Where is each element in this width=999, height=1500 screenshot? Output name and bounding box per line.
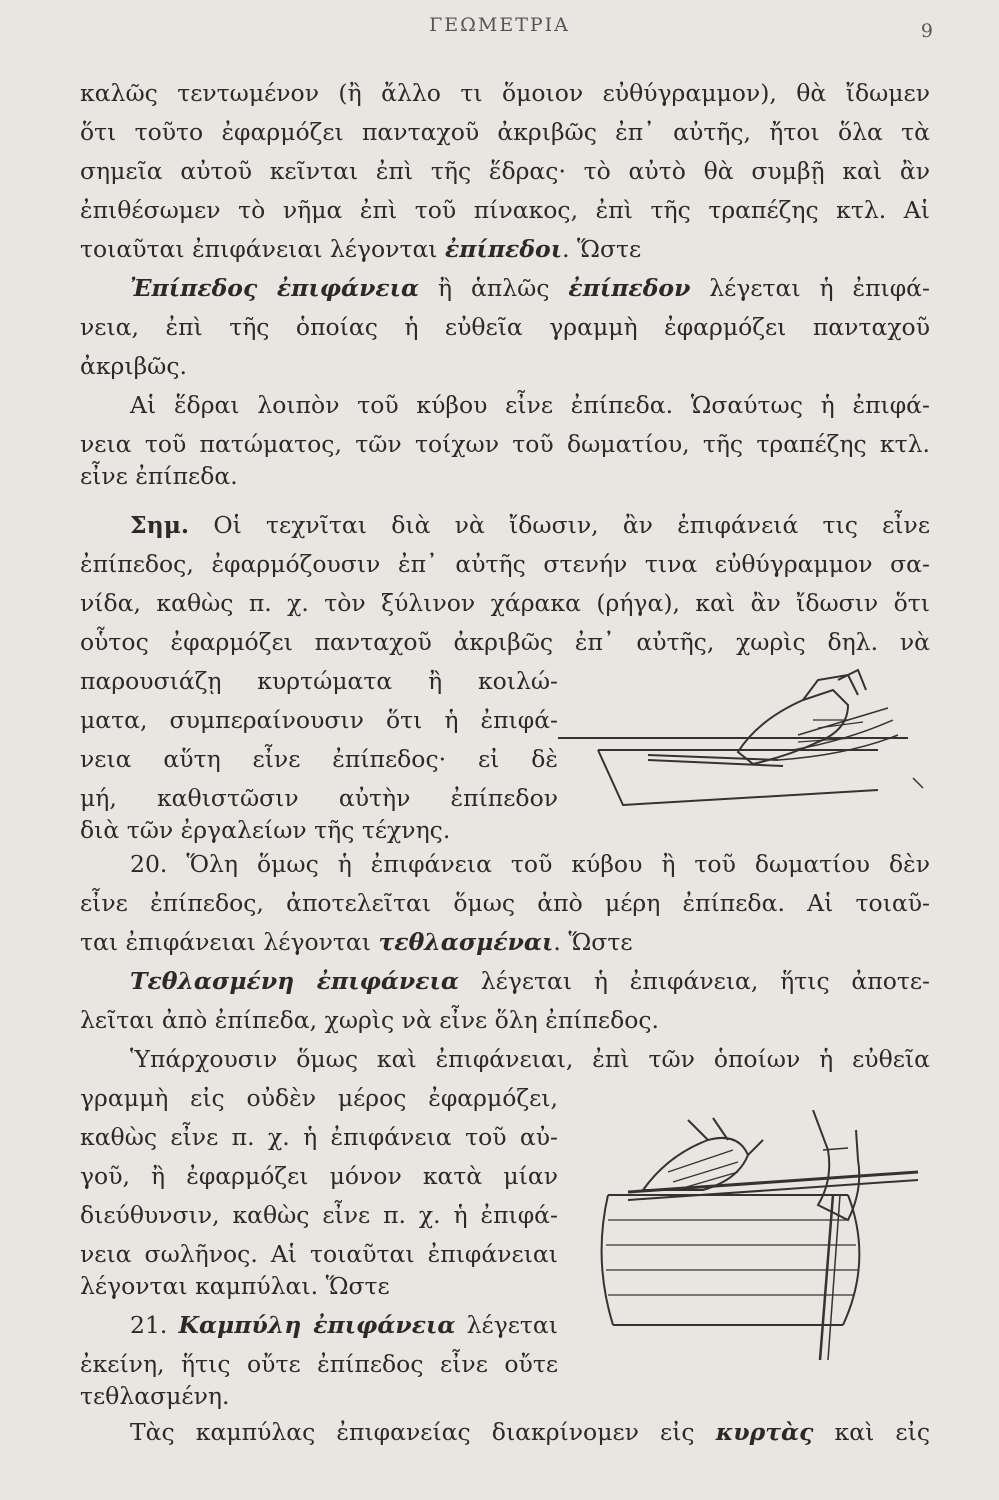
text-line: διεύθυνσιν, καθὼς εἶνε π. χ. ἡ ἐπιφά- <box>80 1201 558 1229</box>
term-kampyli-epifaneia: Καμπύλη ἐπιφάνεια <box>178 1311 456 1339</box>
text-line: γοῦ, ἢ ἐφαρμόζει μόνον κατὰ μίαν <box>80 1162 558 1190</box>
term-epipedos-epifaneia: Ἐπίπεδος ἐπιφάνεια <box>130 274 420 302</box>
term-tethlasmeni-epifaneia: Τεθλασμένη ἐπιφάνεια <box>130 967 459 995</box>
text-line: νεια αὕτη εἶνε ἐπίπεδος· εἰ δὲ <box>80 745 558 773</box>
text-line: νεια τοῦ πατώματος, τῶν τοίχων τοῦ δωματίου, τῆς τραπέζης κτλ. <box>80 430 930 458</box>
note-line: Σημ. Οἱ τεχνῖται διὰ νὰ ἴδωσιν, ἂν ἐπιφάνειά τις εἶνε <box>130 511 930 539</box>
section-20-line: 20. Ὅλη ὅμως ἡ ἐπιφάνεια τοῦ κύβου ἢ τοῦ δωματίου δὲν <box>130 850 930 878</box>
text-line: τοιαῦται ἐπιφάνειαι λέγονται ἐπίπεδοι. Ὥστε <box>80 235 642 263</box>
text-line: νεια σωλῆνος. Αἱ τοιαῦται ἐπιφάνειαι <box>80 1240 558 1268</box>
term-kyrtas: κυρτὰς <box>715 1418 814 1446</box>
text-line: καθὼς εἶνε π. χ. ἡ ἐπιφάνεια τοῦ αὐ- <box>80 1123 558 1151</box>
text-line: ἀκριβῶς. <box>80 352 187 380</box>
text-line: ἐπίπεδος, ἐφαρμόζουσιν ἐπ᾽ αὐτῆς στενήν τινα εὐθύγραμμον σα- <box>80 550 930 578</box>
text-line: τεθλασμένη. <box>80 1382 230 1410</box>
text-line: ὅτι τοῦτο ἐφαρμόζει πανταχοῦ ἀκριβῶς ἐπ᾽ αὐτῆς, ἤτοι ὅλα τὰ <box>80 118 930 146</box>
text-line: γραμμὴ εἰς οὐδὲν μέρος ἐφαρμόζει, <box>80 1084 558 1112</box>
text-line: μή, καθιστῶσιν αὐτὴν ἐπίπεδον <box>80 784 558 812</box>
page-number: 9 <box>920 20 933 42</box>
figure-ruler-on-plane <box>548 660 928 815</box>
term-epipedoi: ἐπίπεδοι <box>445 235 563 263</box>
running-title: ΓΕΩΜΕΤΡΙΑ <box>429 14 570 36</box>
page-header <box>0 14 999 44</box>
text-line: νεια, ἐπὶ τῆς ὁποίας ἡ εὐθεῖα γραμμὴ ἐφαρμόζει πανταχοῦ <box>80 313 930 341</box>
text-line: λεῖται ἀπὸ ἐπίπεδα, χωρὶς νὰ εἶνε ὅλη ἐπίπεδος. <box>80 1006 660 1034</box>
text-line: νίδα, καθὼς π. χ. τὸν ξύλινον χάρακα (ρήγα), καὶ ἂν ἴδωσιν ὅτι <box>80 589 930 617</box>
text-line: ται ἐπιφάνειαι λέγονται τεθλασμέναι. Ὥστε <box>80 928 633 956</box>
definition-line: Τεθλασμένη ἐπιφάνεια λέγεται ἡ ἐπιφάνεια, ἥτις ἀποτε- <box>130 967 930 995</box>
text-line: παρουσιάζῃ κυρτώματα ἢ κοιλώ- <box>80 667 558 695</box>
text-line: καλῶς τεντωμένον (ἢ ἄλλο τι ὅμοιον εὐθύγραμμον), θὰ ἴδωμεν <box>80 79 930 107</box>
definition-line: Ἐπίπεδος ἐπιφάνεια ἢ ἁπλῶς ἐπίπεδον λέγεται ἡ ἐπιφά- <box>130 274 930 302</box>
figure-ruler-on-cylinder <box>588 1110 928 1370</box>
text-line: Τὰς καμπύλας ἐπιφανείας διακρίνομεν εἰς κυρτὰς καὶ εἰς <box>130 1418 930 1446</box>
section-21-line: 21. Καμπύλη ἐπιφάνεια λέγεται <box>130 1311 559 1339</box>
note-label: Σημ. <box>130 511 190 539</box>
text-line: διὰ τῶν ἐργαλείων τῆς τέχνης. <box>80 816 451 844</box>
text-line: Αἱ ἕδραι λοιπὸν τοῦ κύβου εἶνε ἐπίπεδα. Ὡσαύτως ἡ ἐπιφά- <box>130 391 930 419</box>
text-line: εἶνε ἐπίπεδα. <box>80 462 238 490</box>
text-line: Ὑπάρχουσιν ὅμως καὶ ἐπιφάνειαι, ἐπὶ τῶν ὁποίων ἡ εὐθεῖα <box>130 1045 930 1073</box>
text-line: εἶνε ἐπίπεδος, ἀποτελεῖται ὅμως ἀπὸ μέρη ἐπίπεδα. Αἱ τοιαῦ- <box>80 889 930 917</box>
text-line: λέγονται καμπύλαι. Ὥστε <box>80 1272 390 1300</box>
text-line: ἐκείνη, ἥτις οὔτε ἐπίπεδος εἶνε οὔτε <box>80 1350 558 1378</box>
term-epipedon: ἐπίπεδον <box>568 274 691 302</box>
text-line: ἐπιθέσωμεν τὸ νῆμα ἐπὶ τοῦ πίνακος, ἐπὶ τῆς τραπέζης κτλ. Αἱ <box>80 196 930 224</box>
text-line: σημεῖα αὐτοῦ κεῖνται ἐπὶ τῆς ἕδρας· τὸ αὐτὸ θὰ συμβῇ καὶ ἂν <box>80 157 930 185</box>
term-tethlasmenai: τεθλασμέναι <box>378 928 554 956</box>
text-line: οὗτος ἐφαρμόζει πανταχοῦ ἀκριβῶς ἐπ᾽ αὐτῆς, χωρὶς δηλ. νὰ <box>80 628 930 656</box>
text-line: ματα, συμπεραίνουσιν ὅτι ἡ ἐπιφά- <box>80 706 558 734</box>
